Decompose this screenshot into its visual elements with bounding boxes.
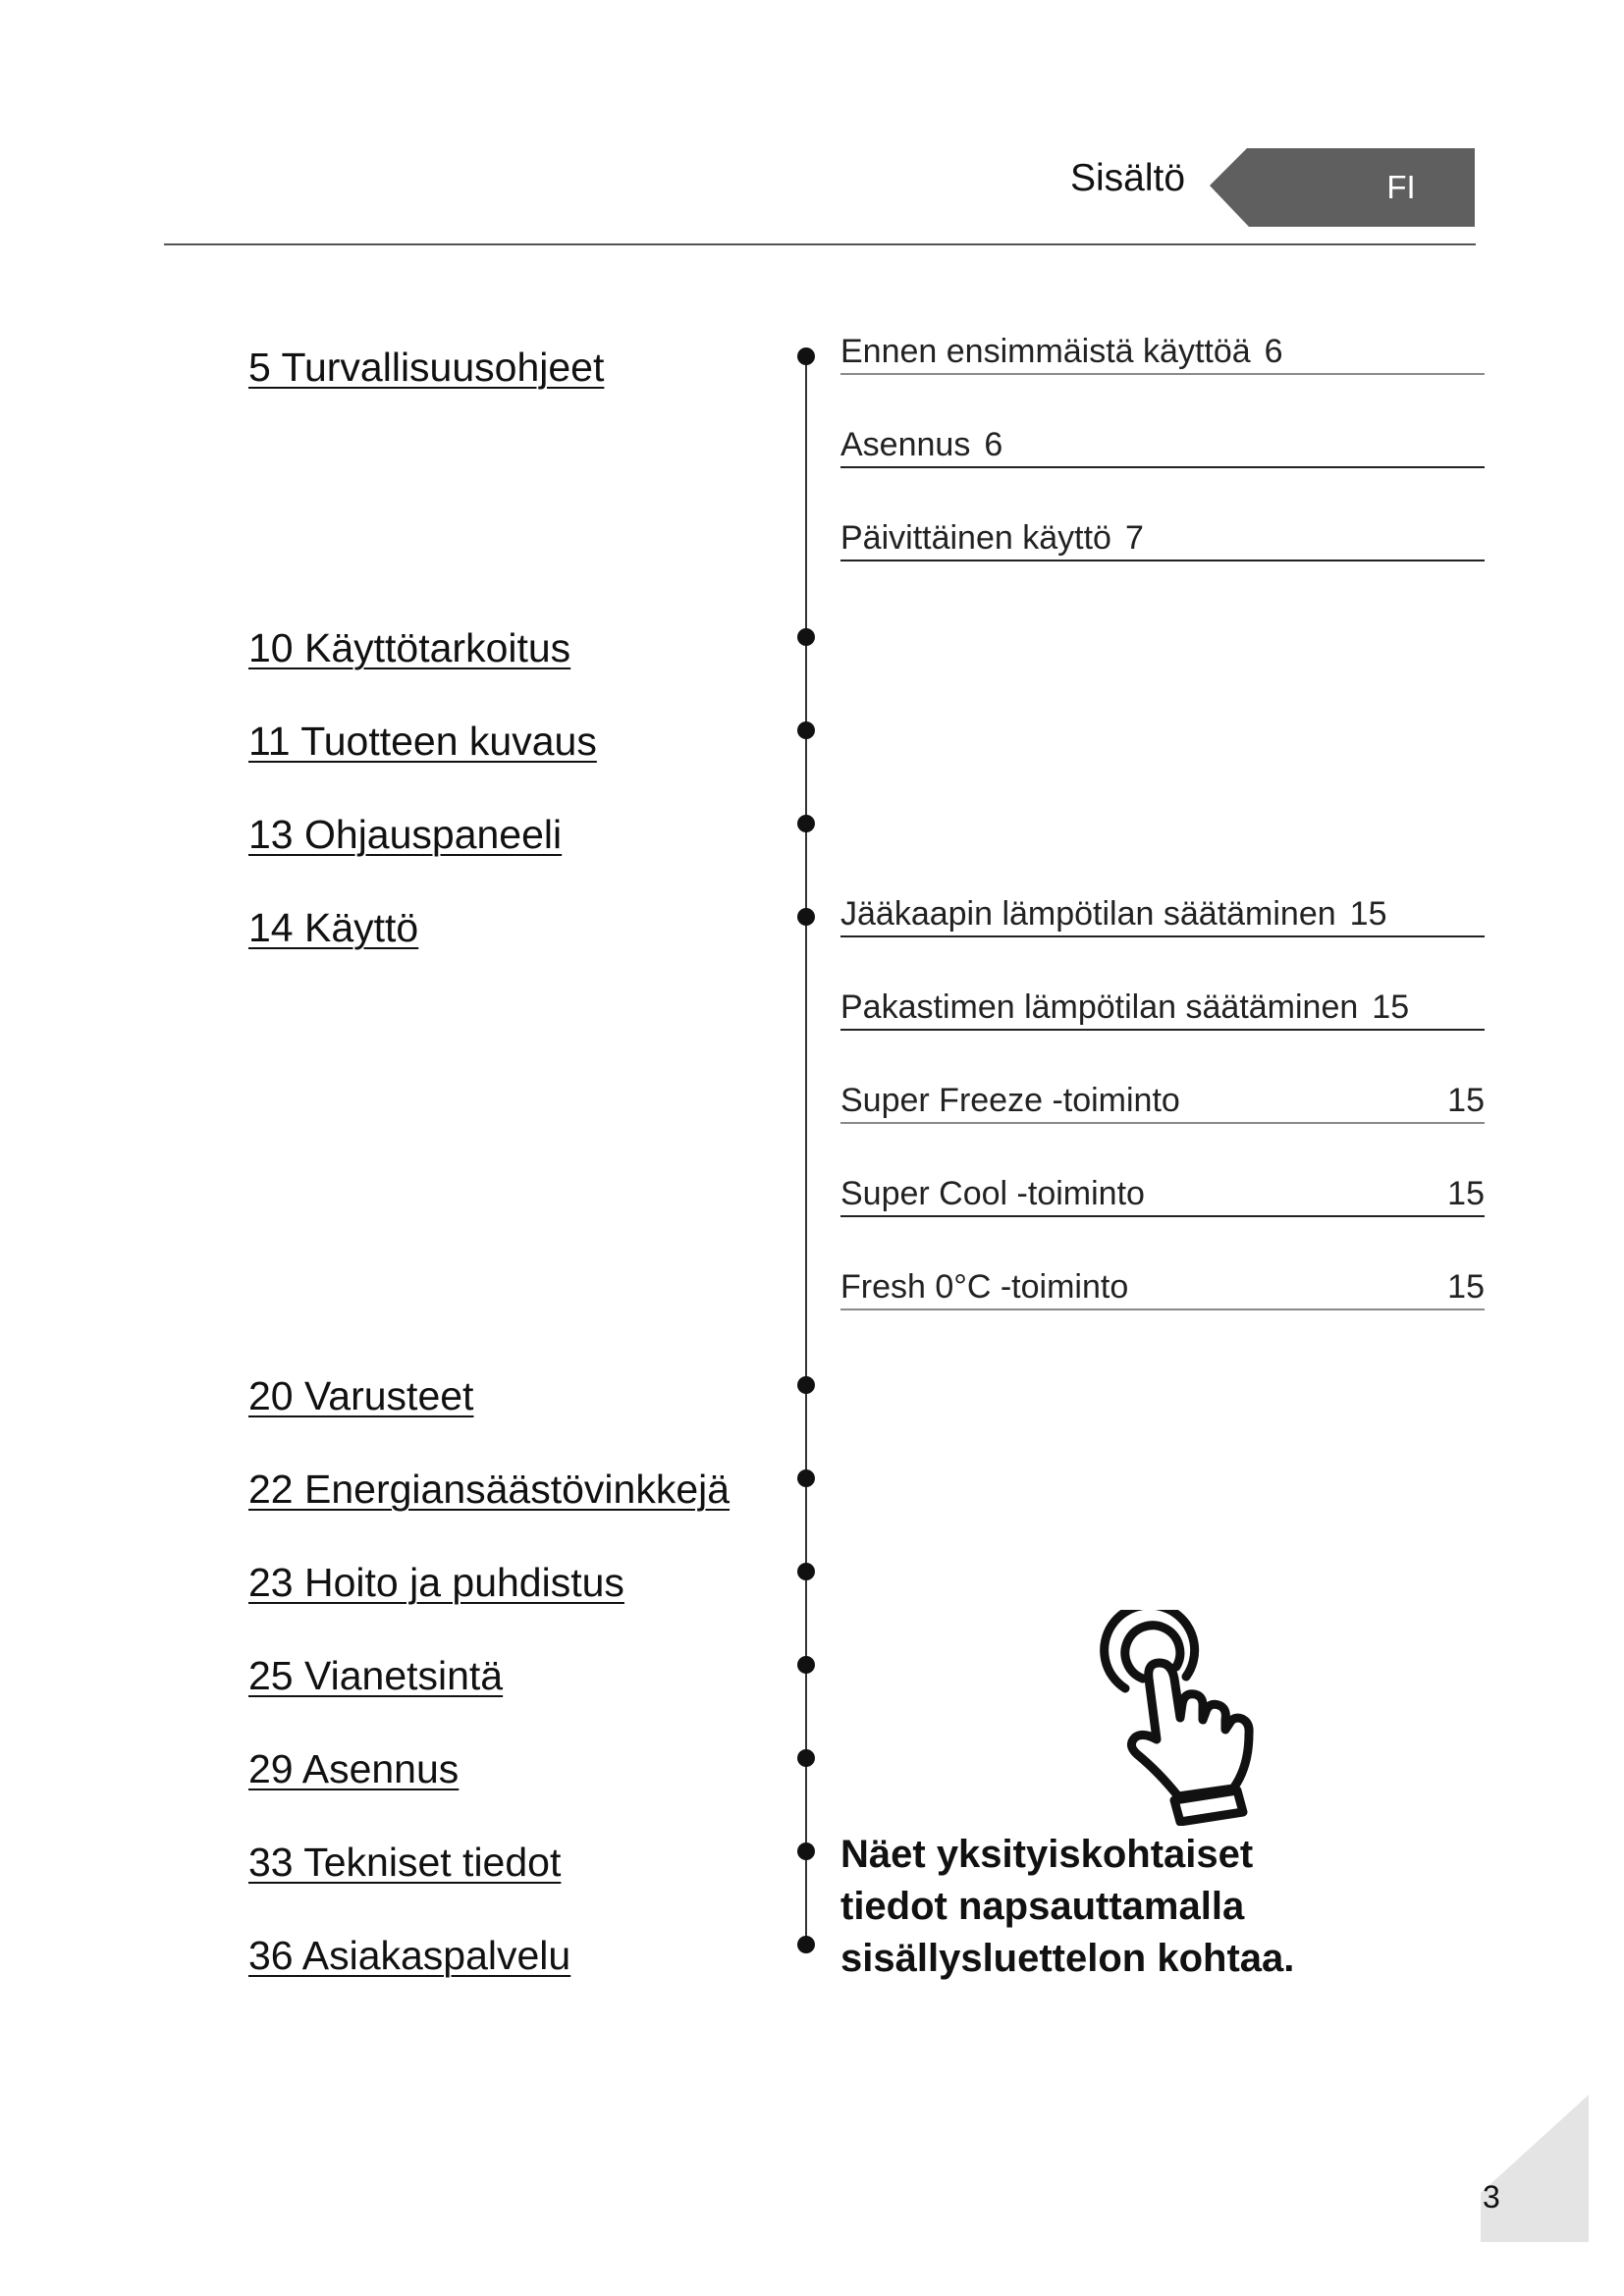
language-label: FI	[1386, 169, 1416, 205]
timeline-dot	[797, 908, 815, 926]
timeline-dot	[797, 1656, 815, 1674]
section-title: Sisältö	[1070, 157, 1186, 199]
page-number: 3	[1483, 2179, 1500, 2215]
tap-hand-icon	[1060, 1610, 1286, 1826]
toc-link-asennus[interactable]: 29 Asennus	[248, 1746, 460, 1791]
toc-subitem-link[interactable]	[840, 1079, 1485, 1124]
toc-link-asiakaspalvelu[interactable]: 36 Asiakaspalvelu	[248, 1933, 571, 1978]
subitem-page: 15	[1349, 895, 1387, 933]
toc-link-energiansaastovinkkeja[interactable]: 22 Energiansäästövinkkejä	[248, 1467, 731, 1512]
subitem-page: 15	[1447, 1175, 1485, 1212]
toc-subitem-link[interactable]	[840, 892, 1485, 937]
language-tab	[1210, 148, 1475, 227]
subitem-title: Fresh 0°C -toiminto	[840, 1268, 1129, 1306]
subitem-page: 15	[1372, 988, 1410, 1026]
toc-subitem-link[interactable]	[840, 1265, 1485, 1310]
subitem-title: Ennen ensimmäistä käyttöä	[840, 333, 1251, 370]
subitem-page: 7	[1124, 519, 1144, 557]
click-hint	[840, 1829, 1351, 1985]
subitem-title: Päivittäinen käyttö	[840, 519, 1111, 557]
timeline-dot	[797, 815, 815, 832]
timeline-dot	[797, 1749, 815, 1767]
toc-link-tuotteen-kuvaus[interactable]: 11 Tuotteen kuvaus	[248, 719, 597, 764]
toc-subitem-link[interactable]	[840, 986, 1485, 1031]
timeline-dot	[797, 721, 815, 739]
toc-subitem-link[interactable]	[840, 516, 1485, 561]
subitem-page: 6	[984, 426, 1003, 463]
hint-line: sisällysluettelon kohtaa.	[840, 1937, 1295, 1980]
timeline-dot	[797, 347, 815, 365]
subitem-title: Super Freeze -toiminto	[840, 1082, 1180, 1119]
timeline-dot	[797, 1376, 815, 1394]
subitem-page: 15	[1447, 1268, 1485, 1306]
timeline-line	[805, 355, 807, 1949]
toc-link-tekniset-tiedot[interactable]: 33 Tekniset tiedot	[248, 1840, 562, 1885]
hint-line: Näet yksityiskohtaiset	[840, 1833, 1254, 1876]
toc-link-varusteet[interactable]: 20 Varusteet	[248, 1373, 474, 1418]
subitem-title: Pakastimen lämpötilan säätäminen	[840, 988, 1359, 1026]
toc-link-hoito-ja-puhdistus[interactable]: 23 Hoito ja puhdistus	[248, 1560, 624, 1605]
toc-link-turvallisuusohjeet[interactable]: 5 Turvallisuusohjeet	[248, 345, 605, 390]
toc-subitem-link[interactable]	[840, 1172, 1485, 1217]
timeline-dot	[797, 1936, 815, 1953]
subitem-title: Jääkaapin lämpötilan säätäminen	[840, 895, 1336, 933]
page-corner-decoration	[1481, 2095, 1589, 2242]
header-divider	[164, 243, 1476, 245]
toc-link-kaytto[interactable]: 14 Käyttö	[248, 905, 419, 950]
subitem-page: 15	[1447, 1082, 1485, 1119]
timeline-dot	[797, 1563, 815, 1580]
subitem-title: Super Cool -toiminto	[840, 1175, 1145, 1212]
toc-subitem-link[interactable]	[840, 423, 1485, 468]
hint-line: tiedot napsauttamalla	[840, 1885, 1245, 1928]
timeline-dot	[797, 1842, 815, 1860]
timeline-dot	[797, 1469, 815, 1487]
timeline-dot	[797, 628, 815, 646]
toc-link-vianetsinta[interactable]: 25 Vianetsintä	[248, 1653, 504, 1698]
subitem-title: Asennus	[840, 426, 971, 463]
toc-link-kayttotarkoitus[interactable]: 10 Käyttötarkoitus	[248, 625, 571, 670]
subitem-page: 6	[1264, 333, 1283, 370]
toc-subitem-link[interactable]	[840, 330, 1485, 375]
toc-link-ohjauspaneeli[interactable]: 13 Ohjauspaneeli	[248, 812, 563, 857]
